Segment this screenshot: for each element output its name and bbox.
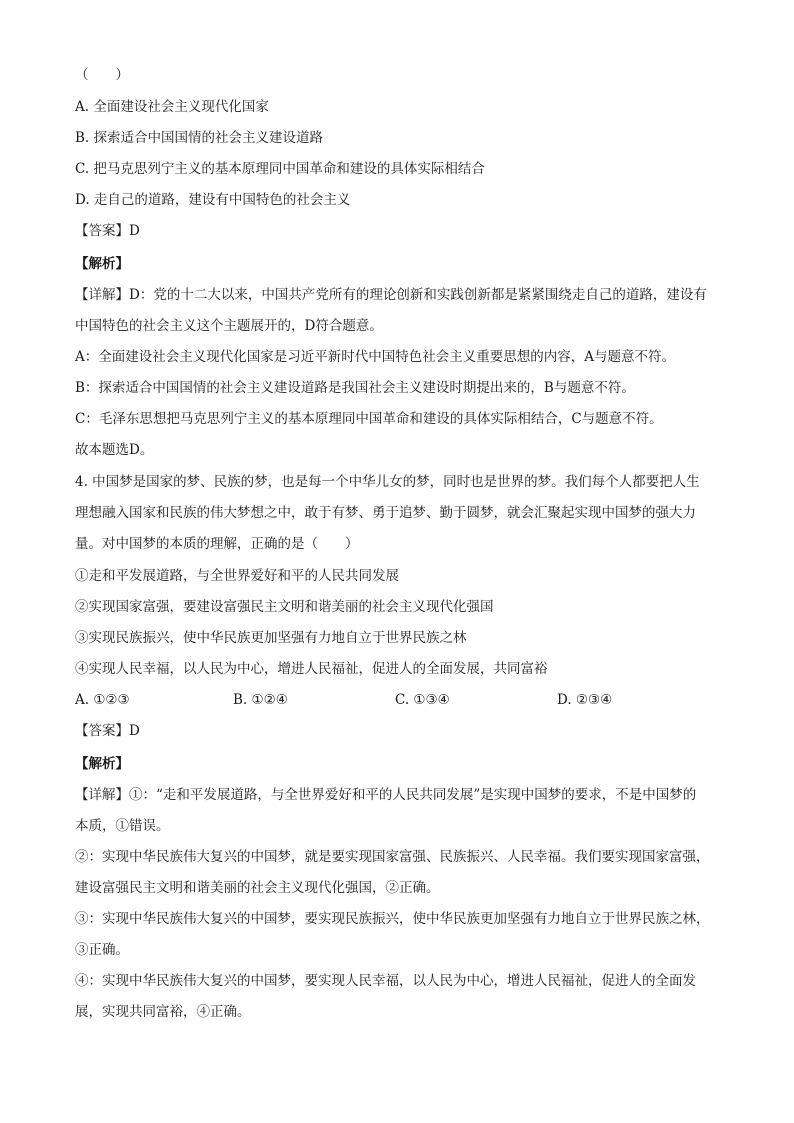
q4-statement-3: ③实现民族振兴，使中华民族更加坚强有力地自立于世界民族之林 xyxy=(75,630,467,646)
q3-option-c: C. 把马克思列宁主义的基本原理同中国革命和建设的具体实际相结合 xyxy=(75,161,485,177)
q3-bracket: （ ） xyxy=(75,67,129,83)
q4-analysis-label: 【解析】 xyxy=(75,756,129,772)
q4-choice-d: D. ②③④ xyxy=(557,692,613,708)
q4-statement-1: ①走和平发展道路，与全世界爱好和平的人民共同发展 xyxy=(75,568,399,584)
q3-option-d: D. 走自己的道路，建设有中国特色的社会主义 xyxy=(75,192,351,208)
q4-detail-line: 【详解】①：“走和平发展道路，与全世界爱好和平的人民共同发展”是实现中国梦的要求，不是中国梦的 xyxy=(75,787,697,803)
q4-detail-line: ②：实现中华民族伟大复兴的中国梦，就是要实现国家富强、民族振兴、人民幸福。我们要实现国家富强， xyxy=(75,849,710,865)
q4-detail-line: ③：实现中华民族伟大复兴的中国梦，要实现民族振兴，使中华民族更加坚强有力地自立于世界民族之林， xyxy=(75,911,710,927)
q4-choice-b: B. ①②④ xyxy=(233,692,288,708)
q4-stem-line: 理想融入国家和民族的伟大梦想之中，敢于有梦、勇于追梦、勤于圆梦，就会汇聚起实现中国梦的强大力 xyxy=(75,505,696,521)
q4-detail-line: ③正确。 xyxy=(75,942,129,958)
q4-choice-c: C. ①③④ xyxy=(395,692,450,708)
q3-option-a: A. 全面建设社会主义现代化国家 xyxy=(75,99,269,115)
q3-detail-line: A：全面建设社会主义现代化国家是习近平新时代中国特色社会主义重要思想的内容，A与题意不符。 xyxy=(75,349,675,365)
q3-option-b: B. 探索适合中国国情的社会主义建设道路 xyxy=(75,130,324,146)
q4-choice-a: A. ①②③ xyxy=(75,692,130,708)
q4-detail-line: 建设富强民主文明和谐美丽的社会主义现代化强国，②正确。 xyxy=(75,880,440,896)
q3-detail-line: C：毛泽东思想把马克思列宁主义的基本原理同中国革命和建设的具体实际相结合，C与题意不符。 xyxy=(75,411,663,427)
q3-detail-line: 【详解】D：党的十二大以来，中国共产党所有的理论创新和实践创新都是紧紧围绕走自己的道路，建设有 xyxy=(75,287,707,303)
q4-answer: 【答案】D xyxy=(75,723,140,739)
q4-detail-line: 展，实现共同富裕，④正确。 xyxy=(75,1004,251,1020)
q3-answer: 【答案】D xyxy=(75,223,140,239)
q4-stem-line: 量。对中国梦的本质的理解，正确的是（ ） xyxy=(75,536,359,552)
q3-analysis-label: 【解析】 xyxy=(75,256,129,272)
q4-detail-line: ④：实现中华民族伟大复兴的中国梦，要实现人民幸福，以人民为中心，增进人民福祉，促进人的全面发 xyxy=(75,973,696,989)
q4-detail-line: 本质，①错误。 xyxy=(75,818,170,834)
q4-stem-line: 4. 中国梦是国家的梦、民族的梦，也是每一个中华儿女的梦，同时也是世界的梦。我们每个人都要把人生 xyxy=(75,474,700,490)
q4-statement-2: ②实现国家富强，要建设富强民主文明和谐美丽的社会主义现代化强国 xyxy=(75,599,494,615)
q3-detail-line: B：探索适合中国国情的社会主义建设道路是我国社会主义建设时期提出来的，B与题意不符。 xyxy=(75,380,635,396)
q4-statement-4: ④实现人民幸福，以人民为中心，增进人民福祉，促进人的全面发展，共同富裕 xyxy=(75,661,548,677)
q3-detail-line: 中国特色的社会主义这个主题展开的，D符合题意。 xyxy=(75,318,383,334)
q3-conclusion: 故本题选D。 xyxy=(75,442,154,458)
